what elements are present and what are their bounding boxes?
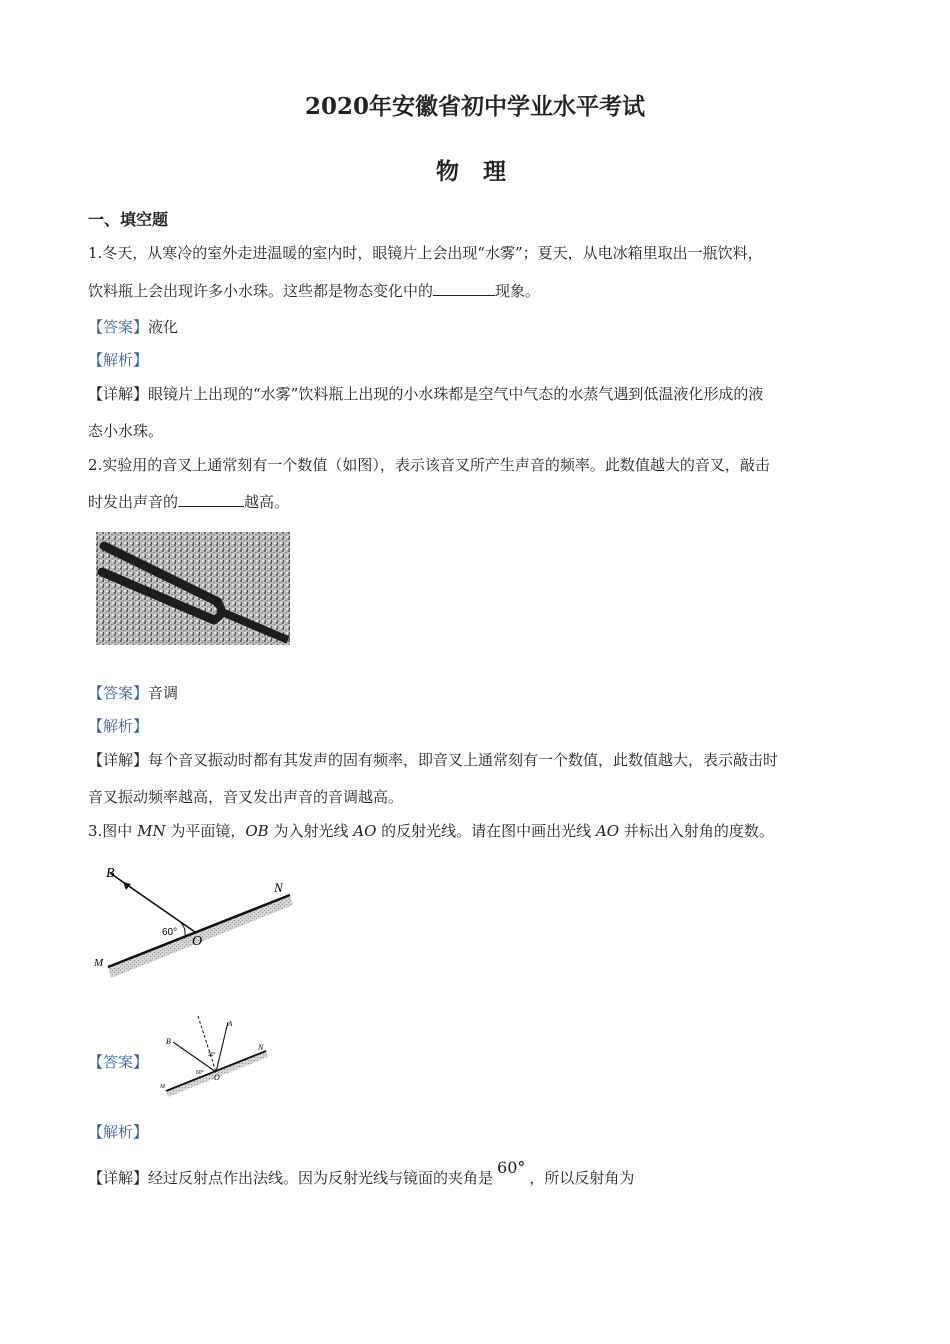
label-o: O xyxy=(192,934,203,949)
mirror-line xyxy=(108,895,290,967)
label-o: O xyxy=(214,1073,220,1082)
q3-symbol: AO xyxy=(595,822,620,840)
q3-detail-text: ，所以反射角为 xyxy=(529,1169,635,1187)
detail-tag: 【详解】 xyxy=(88,1169,149,1187)
q3-analysis-tag: 【解析】 xyxy=(88,1123,149,1141)
label-a: A xyxy=(228,1020,233,1028)
detail-tag: 【详解】 xyxy=(88,385,149,403)
q3-text-part: 为入射光线 xyxy=(268,822,354,840)
section-heading: 一、填空题 xyxy=(88,210,169,229)
q2-answer-text: 音调 xyxy=(148,684,179,702)
q2-text-part: 时发出声音的 xyxy=(88,493,179,511)
q1-detail-line1 xyxy=(88,383,763,404)
degree-value: 60° xyxy=(497,1158,526,1177)
label-angle2: 30° xyxy=(208,1052,216,1058)
label-b: B xyxy=(166,1037,171,1046)
q2-text-part: 越高。 xyxy=(244,493,290,511)
q3-text-part: 3.图中 xyxy=(88,822,138,840)
label-angle: 60° xyxy=(162,927,178,938)
q3-symbol: AO xyxy=(353,822,377,840)
q2-text-line1: 2.实验用的音叉上通常刻有一个数值（如图），表示该音叉所产生声音的频率。此数值越大的音叉，敲击 xyxy=(88,456,770,474)
q2-text-line2 xyxy=(88,491,289,512)
q3-text-line xyxy=(88,820,774,841)
q1-text-line2 xyxy=(88,280,540,301)
q3-answer-tag: 【答案】 xyxy=(88,1053,149,1071)
label-m: M xyxy=(160,1084,165,1090)
q2-detail-text: 每个音叉振动时都有其发声的固有频率，即音叉上通常刻有一个数值，此数值越大，表示敲击时 xyxy=(148,751,779,769)
q1-detail-text: 眼镜片上出现的“水雾”饮料瓶上出现的小水珠都是空气中气态的水蒸气遇到低温液化形成的液 xyxy=(148,385,764,403)
q1-answer-blank xyxy=(433,281,495,296)
q1-analysis-tag: 【解析】 xyxy=(88,351,149,369)
q3-text-part: 并标出入射角的度数。 xyxy=(619,822,774,840)
subject-title: 物 理 xyxy=(435,158,514,185)
q2-answer xyxy=(88,682,178,703)
answer-figure xyxy=(158,1012,270,1100)
tuning-fork-figure xyxy=(96,532,290,645)
label-n: N xyxy=(258,1043,264,1052)
q2-analysis-tag: 【解析】 xyxy=(88,717,149,735)
q1-answer xyxy=(88,316,178,337)
q3-symbol: OB xyxy=(245,822,269,840)
q1-text-part: 饮料瓶上会出现许多小水珠。这些都是物态变化中的 xyxy=(88,282,434,300)
q3-detail-line xyxy=(88,1158,635,1188)
q1-text-part: 现象。 xyxy=(495,282,541,300)
detail-tag: 【详解】 xyxy=(88,751,149,769)
label-m: M xyxy=(94,957,104,969)
reflected-ray-ob xyxy=(110,873,195,932)
q1-answer-text: 液化 xyxy=(148,318,179,336)
exam-title: 2020年安徽省初中学业水平考试 xyxy=(304,93,645,120)
incident-ray-ao xyxy=(216,1022,228,1072)
answer-tag: 【答案】 xyxy=(88,318,149,336)
q3-detail-text: 经过反射点作出法线。因为反射光线与镜面的夹角是 xyxy=(148,1169,494,1187)
q2-detail-line2: 音叉振动频率越高，音叉发出声音的音调越高。 xyxy=(88,788,404,806)
q3-text-part: 为平面镜， xyxy=(165,822,246,840)
q1-text-line1: 1.冬天，从寒冷的室外走进温暖的室内时，眼镜片上会出现“水雾”；夏天，从电冰箱里取出一瓶饮料， xyxy=(88,244,763,262)
label-n: N xyxy=(274,880,283,895)
q3-text-part: 的反射光线。请在图中画出光线 xyxy=(376,822,596,840)
q2-detail-line1 xyxy=(88,749,778,770)
q3-symbol: MN xyxy=(137,822,166,840)
normal-line xyxy=(198,1016,216,1072)
q2-answer-blank xyxy=(178,492,244,507)
mirror-figure xyxy=(90,860,300,985)
label-angle: 60° xyxy=(196,1070,204,1076)
q1-detail-line2: 态小水珠。 xyxy=(88,422,164,440)
label-b: B xyxy=(106,866,115,881)
answer-tag: 【答案】 xyxy=(88,684,149,702)
